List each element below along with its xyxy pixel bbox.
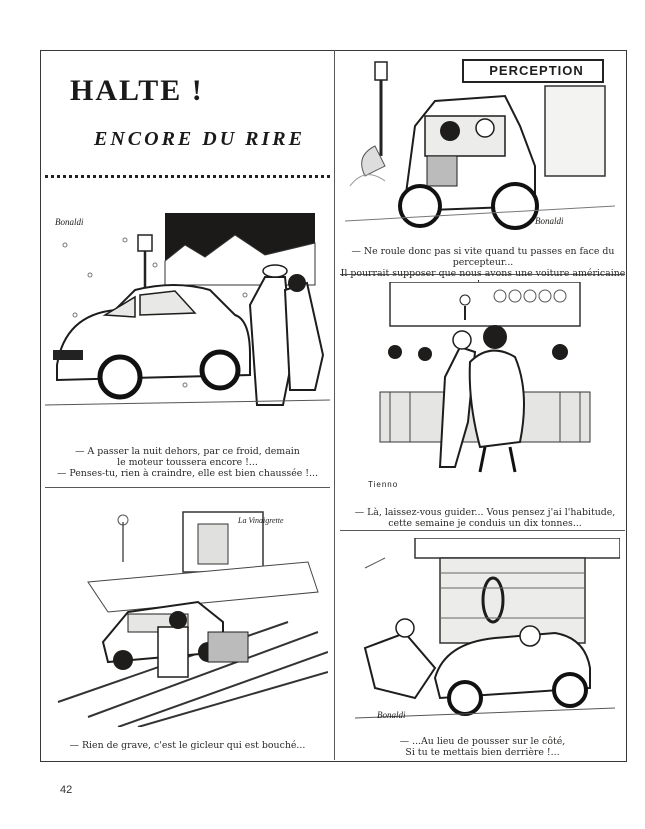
caption-line: — ...Au lieu de pousser sur le côté, (399, 736, 566, 747)
shop-sign: La Vinaigrette (238, 516, 284, 525)
caption-line: — Là, laissez-vous guider... Vous pensez j'ai l'habitude, (354, 507, 616, 518)
caption-line: — A passer la nuit dehors, par ce froid, demain (75, 446, 300, 457)
caption-line: le moteur toussera encore !... (117, 457, 258, 468)
caption-line: Si tu te mettais bien derrière !... (405, 747, 560, 758)
caption-line: cette semaine je conduis un dix tonnes... (388, 518, 582, 529)
cartoon-garage (345, 538, 620, 728)
caption-cartoon-1 (45, 446, 330, 479)
caption-line: — Penses-tu, rien à craindre, elle est bien chaussée !... (57, 468, 318, 479)
cartoon-rails (48, 502, 328, 727)
caption-line: — Ne roule donc pas si vite quand tu passes en face du percepteur... (351, 246, 615, 268)
page-subtitle: ENCORE DU RIRE (94, 128, 305, 150)
signature: Bonaldi (377, 710, 406, 720)
caption-line: — Rien de grave, c'est le gicleur qui est bouché... (69, 740, 306, 751)
cartoon-garage-drawing (345, 538, 620, 728)
cartoon-dance-drawing (350, 282, 620, 492)
caption-cartoon-3 (345, 507, 625, 529)
caption-cartoon-5 (340, 736, 625, 758)
page-title: HALTE ! (70, 74, 204, 107)
caption-cartoon-4 (45, 740, 330, 751)
caption-line: Il pourrait supposer que nous avons une voiture américaine (340, 268, 626, 279)
cartoon-snow-car-drawing (45, 205, 330, 435)
signature: Tienno (368, 480, 399, 489)
page-number: 42 (60, 784, 73, 796)
perception-sign: PERCEPTION (489, 63, 584, 78)
divider-left (45, 487, 330, 488)
divider-right-2 (340, 530, 625, 531)
cartoon-rails-drawing (48, 502, 328, 727)
cartoon-snow-car (45, 205, 330, 435)
signature: Bonaldi (535, 216, 564, 226)
cartoon-dance (350, 282, 620, 492)
column-divider (334, 50, 335, 760)
dotted-divider (45, 175, 330, 178)
cartoon-perception-drawing (345, 56, 615, 236)
cartoon-perception (345, 56, 615, 236)
signature: Bonaldi (55, 217, 84, 227)
